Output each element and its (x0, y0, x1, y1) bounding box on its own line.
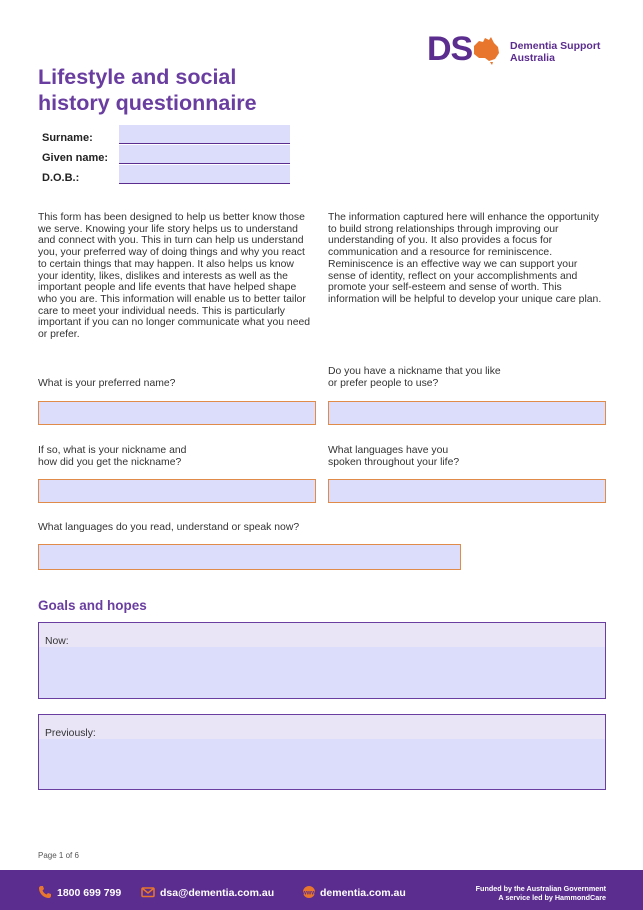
nickname-origin-field[interactable] (38, 479, 316, 503)
nickname-origin-question-line1: If so, what is your nickname and (38, 445, 187, 456)
given-name-label: Given name: (42, 152, 109, 164)
footer-funding (476, 884, 606, 902)
goals-now-label: Now: (45, 636, 69, 647)
goals-previously-header (39, 715, 605, 739)
svg-text:www: www (302, 890, 316, 897)
languages-spoken-question (328, 445, 459, 469)
logo-text-line2: Australia (510, 52, 555, 64)
footer-website[interactable]: dementia.com.au (320, 887, 406, 899)
languages-spoken-question-line1: What languages have you (328, 445, 449, 456)
footer-phone[interactable]: 1800 699 799 (57, 887, 122, 899)
footer-service-line: A service led by HammondCare (498, 893, 606, 902)
surname-field[interactable] (119, 125, 290, 144)
nickname-origin-question (38, 445, 186, 469)
nickname-question (328, 366, 501, 390)
given-name-field[interactable] (119, 145, 290, 164)
languages-now-field[interactable] (38, 544, 461, 570)
goals-previously-box[interactable] (38, 714, 606, 790)
page-title (38, 64, 257, 116)
nickname-origin-question-line2: how did you get the nickname? (38, 457, 182, 468)
logo-text-line1: Dementia Support (510, 40, 601, 52)
dob-field[interactable] (119, 165, 290, 184)
goals-now-box[interactable] (38, 622, 606, 699)
intro-paragraph-left: This form has been designed to help us better know those we serve. Knowing your life story helps us to understand and connect with you. This in turn can help us understand you, your preferred way of doing things and why you react to certain things that may happen. It also helps us know your identity, likes, dislikes and interests as well as the important people and life events that have helped shape who you are. This information will enable us to better tailor care to meet your individual needs. This is particularly important if you can no longer communicate what you need or prefer. (38, 212, 311, 341)
australia-map-icon (470, 34, 502, 66)
preferred-name-field[interactable] (38, 401, 316, 425)
page-number: Page 1 of 6 (38, 851, 79, 860)
goals-now-header (39, 623, 605, 647)
nickname-field[interactable] (328, 401, 606, 425)
nickname-question-line2: or prefer people to use? (328, 378, 439, 389)
title-line1: Lifestyle and social (38, 65, 237, 89)
title-line2: history questionnaire (38, 91, 257, 115)
globe-icon (302, 885, 316, 899)
surname-label: Surname: (42, 132, 93, 144)
languages-spoken-question-line2: spoken throughout your life? (328, 457, 460, 468)
logo-text (510, 40, 600, 64)
intro-paragraph-right: The information captured here will enhance the opportunity to build strong relationships through improving our understanding of you. It also provides a focus for communication and a resource for reminiscence. Reminiscence is an effective way we can support your sense of identity, reflect on your accomplishments and promote your self-esteem and sense of worth. This information will be helpful to develop your unique care plan. (328, 212, 602, 305)
logo-mark: DS (427, 30, 473, 68)
languages-spoken-field[interactable] (328, 479, 606, 503)
footer-email[interactable]: dsa@dementia.com.au (160, 887, 275, 899)
languages-now-question: What languages do you read, understand or speak now? (38, 522, 300, 533)
email-icon (141, 885, 155, 899)
goals-heading: Goals and hopes (38, 598, 147, 613)
dob-label: D.O.B.: (42, 172, 80, 184)
nickname-question-line1: Do you have a nickname that you like (328, 366, 501, 377)
goals-previously-label: Previously: (45, 728, 96, 739)
phone-icon (38, 885, 52, 899)
footer-funded-line: Funded by the Australian Government (475, 884, 606, 893)
preferred-name-question: What is your preferred name? (38, 378, 176, 389)
